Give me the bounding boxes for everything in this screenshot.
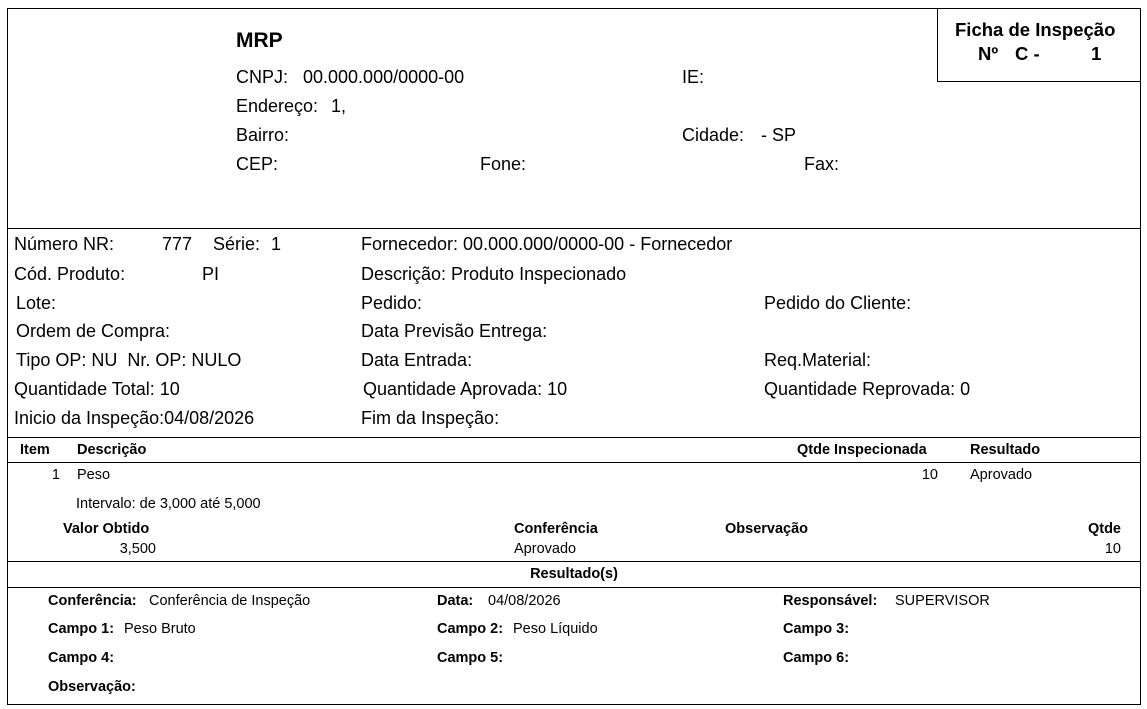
conferencia-header: Conferência xyxy=(514,521,598,537)
endereco-value: 1, xyxy=(331,96,347,116)
data-label: Data: xyxy=(437,593,474,609)
qtde-value: 10 xyxy=(1104,541,1121,557)
col-descricao-header: Descrição xyxy=(77,442,147,458)
ficha-title: Ficha de Inspeção xyxy=(955,19,1116,40)
intervalo: Intervalo: de 3,000 até 5,000 xyxy=(76,496,261,512)
campo1-value: Peso Bruto xyxy=(124,621,196,637)
info-divider xyxy=(7,437,1141,438)
conferencia-value: Aprovado xyxy=(514,541,577,557)
pedido: Pedido: xyxy=(361,293,423,313)
req-material: Req.Material: xyxy=(764,350,872,370)
campo4-label: Campo 4: xyxy=(48,650,115,666)
table-header-divider xyxy=(7,462,1141,463)
serie-label: Série: xyxy=(213,234,261,254)
ie-label: IE: xyxy=(682,67,705,87)
responsavel-value: SUPERVISOR xyxy=(895,593,990,609)
valor-obtido-header: Valor Obtido xyxy=(63,521,150,537)
table-row-item: 1 xyxy=(51,467,60,483)
ficha-serie-code: C - xyxy=(1015,43,1040,64)
qtd-aprovada: Quantidade Aprovada: 10 xyxy=(363,379,568,399)
responsavel-label: Responsável: xyxy=(783,593,878,609)
col-resultado-header: Resultado xyxy=(970,442,1041,458)
campo6-label: Campo 6: xyxy=(783,650,850,666)
fornecedor: Fornecedor: 00.000.000/0000-00 - Fornecedor xyxy=(361,234,733,254)
fax-label: Fax: xyxy=(804,154,840,174)
campo5-label: Campo 5: xyxy=(437,650,504,666)
header-divider xyxy=(7,228,1141,229)
fone-label: Fone: xyxy=(480,154,527,174)
conferencia-label: Conferência: xyxy=(48,593,137,609)
endereco-label: Endereço: xyxy=(236,96,319,116)
campo3-label: Campo 3: xyxy=(783,621,850,637)
valor-obtido-value: 3,500 xyxy=(119,541,156,557)
col-item-header: Item xyxy=(20,442,50,458)
cnpj-value: 00.000.000/0000-00 xyxy=(303,67,465,87)
table-row-resultado: Aprovado xyxy=(970,467,1033,483)
cidade-label: Cidade: xyxy=(682,125,745,145)
campo2-label: Campo 2: xyxy=(437,621,504,637)
inicio-inspecao: Inicio da Inspeção:04/08/2026 xyxy=(14,408,255,428)
table-row-qtde: 10 xyxy=(921,467,938,483)
campo2-value: Peso Líquido xyxy=(513,621,598,637)
qtd-total: Quantidade Total: 10 xyxy=(14,379,180,399)
bairro-label: Bairro: xyxy=(236,125,290,145)
ordem-compra: Ordem de Compra: xyxy=(16,321,171,341)
ficha-numero: 1 xyxy=(1091,43,1102,64)
fim-inspecao: Fim da Inspeção: xyxy=(361,408,500,428)
campo1-label: Campo 1: xyxy=(48,621,115,637)
data-value: 04/08/2026 xyxy=(488,593,561,609)
cidade-value: - SP xyxy=(761,125,797,145)
conferencia-field-value: Conferência de Inspeção xyxy=(149,593,311,609)
data-previsao: Data Previsão Entrega: xyxy=(361,321,548,341)
cod-produto-label: Cód. Produto: xyxy=(14,264,126,284)
cnpj-label: CNPJ: xyxy=(236,67,289,87)
cep-label: CEP: xyxy=(236,154,279,174)
lote: Lote: xyxy=(16,293,57,313)
resultados-title: Resultado(s) xyxy=(530,566,618,582)
cod-produto-value: PI xyxy=(202,264,220,284)
tipo-op: Tipo OP: NU Nr. OP: NULO xyxy=(16,350,242,370)
numero-nr-value: 777 xyxy=(162,234,193,254)
table-row-descricao: Peso xyxy=(77,467,111,483)
qtde-header: Qtde xyxy=(1087,521,1121,537)
observacao-header: Observação xyxy=(725,521,809,537)
company-name: MRP xyxy=(236,29,283,52)
serie-value: 1 xyxy=(271,234,282,254)
col-qtde-inspecionada-header: Qtde Inspecionada xyxy=(797,442,927,458)
numero-nr-label: Número NR: xyxy=(14,234,115,254)
observacao-label: Observação: xyxy=(48,679,136,695)
data-entrada: Data Entrada: xyxy=(361,350,473,370)
qtd-reprovada: Quantidade Reprovada: 0 xyxy=(764,379,971,399)
ficha-numero-prefix: Nº xyxy=(978,43,999,64)
descricao: Descrição: Produto Inspecionado xyxy=(361,264,627,284)
pedido-cliente: Pedido do Cliente: xyxy=(764,293,912,313)
